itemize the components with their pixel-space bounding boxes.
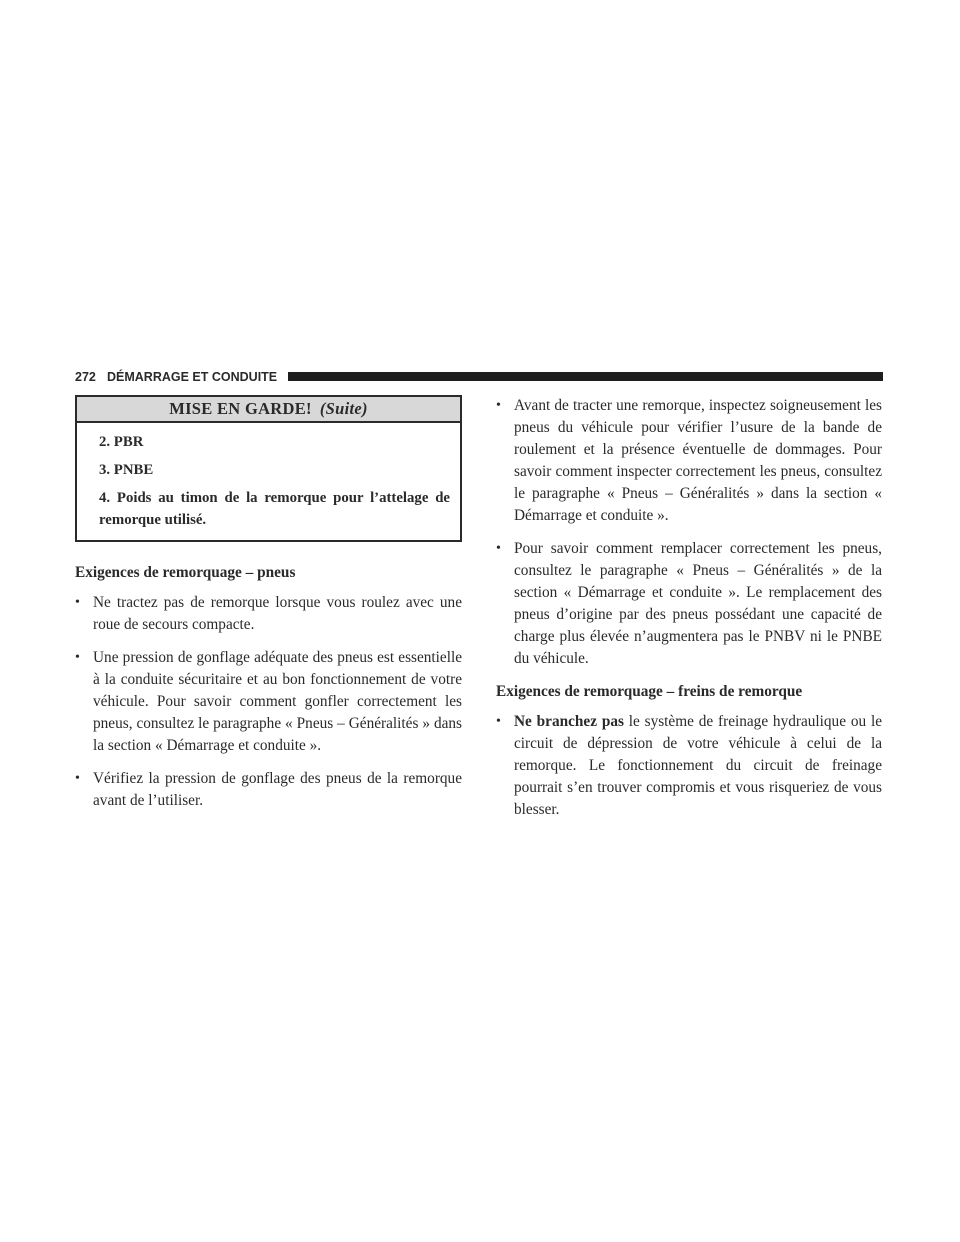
- warning-body: [77, 423, 460, 540]
- warning-item: 4. Poids au timon de la remorque pour l’attelage de remorque utilisé.: [99, 490, 450, 528]
- left-column: [75, 395, 462, 823]
- bullet-icon: •: [75, 650, 80, 665]
- bullet-icon: •: [75, 595, 80, 610]
- tire-requirements-list: [75, 592, 462, 812]
- warning-item: 2. PBR: [99, 434, 144, 450]
- list-item-text: Vérifiez la pression de gonflage des pneus de la remorque avant de l’utiliser.: [93, 770, 462, 809]
- tire-inspection-list: [496, 395, 882, 670]
- list-item: [496, 711, 882, 821]
- list-item-bold-lead: Ne branchez pas: [514, 713, 624, 730]
- section-title: DÉMARRAGE ET CONDUITE: [107, 370, 278, 384]
- page-number: 272: [75, 370, 96, 384]
- warning-box: [75, 395, 462, 542]
- bullet-icon: •: [496, 398, 501, 413]
- bullet-icon: •: [496, 714, 501, 729]
- section-heading-brakes: Exigences de remorquage – freins de remorque: [496, 683, 803, 700]
- list-item: [75, 768, 462, 812]
- list-item: [75, 647, 462, 757]
- brake-requirements-list: [496, 711, 882, 821]
- bullet-icon: •: [75, 771, 80, 786]
- list-item-text: le système de freinage hydraulique ou le circuit de dépression de votre véhicule à celui de la remorque. Le fonctionnement du circuit de freinage pourrait s’en trouver compromis et vous risqueriez de vous blesser.: [514, 713, 882, 818]
- right-column: [496, 395, 882, 832]
- list-item-text: Avant de tracter une remorque, inspectez soigneusement les pneus du véhicule pour vérifier l’usure de la bande de roulement et la présence éventuelle de dommages. Pour savoir comment inspecter correctement les pneus, consultez le paragraphe « Pneus – Généralités » dans la section « Démarrage et conduite ».: [514, 397, 882, 524]
- list-item-text: Pour savoir comment remplacer correctement les pneus, consultez le paragraphe « Pneus – Généralités » de la section « Démarrage et conduite ». Le remplacement des pneus d’origine par des pneus possédant une capacité de charge plus élevée n’augmentera pas le PNBV ni le PNBE du véhicule.: [514, 540, 882, 667]
- warning-title: [77, 397, 460, 423]
- page-header: [75, 369, 883, 385]
- list-item-text: Une pression de gonflage adéquate des pneus est essentielle à la conduite sécuritaire et au bon fonctionnement de votre véhicule. Pour savoir comment gonfler correctement les pneus, consultez le paragraphe « Pneus – Généralités » dans la section « Démarrage et conduite ».: [93, 649, 462, 754]
- list-item: [496, 395, 882, 527]
- section-heading-tires: Exigences de remorquage – pneus: [75, 564, 296, 581]
- header-rule: [288, 372, 883, 381]
- list-item: [75, 592, 462, 636]
- list-item: [496, 538, 882, 670]
- list-item-text: Ne tractez pas de remorque lorsque vous roulez avec une roue de secours compacte.: [93, 594, 462, 633]
- bullet-icon: •: [496, 541, 501, 556]
- warning-title-text: MISE EN GARDE!: [169, 399, 312, 418]
- warning-item: 3. PNBE: [99, 462, 154, 478]
- warning-title-suffix: (Suite): [319, 399, 368, 418]
